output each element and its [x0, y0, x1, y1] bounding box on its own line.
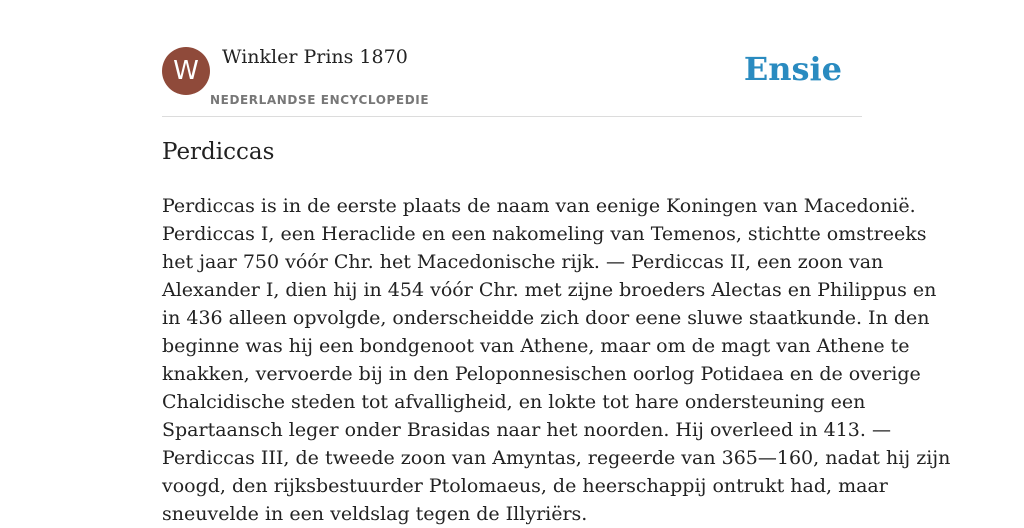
article-line: beginne was hij een bondgenoot van Athene, maar om de magt van Athene te [162, 335, 910, 357]
article-line: Perdiccas is in de eerste plaats de naam van eenige Koningen van Macedonië. [162, 195, 916, 217]
article-line: het jaar 750 vóór Chr. het Macedonische rijk. — Perdiccas II, een zoon van [162, 251, 884, 273]
encyclopedia-subtitle: NEDERLANDSE ENCYCLOPEDIE [210, 93, 430, 107]
article-line: knakken, vervoerde bij in den Peloponnesischen oorlog Potidaea en de overige [162, 363, 921, 385]
article-line: Chalcidische steden tot afvalligheid, en lokte tot hare ondersteuning een [162, 391, 866, 413]
ensie-logo-link[interactable]: Ensie [743, 50, 842, 88]
article-line: Perdiccas III, de tweede zoon van Amyntas, regeerde van 365—160, nadat hij zijn [162, 447, 951, 469]
encyclopedia-title[interactable]: Winkler Prins 1870 [222, 46, 408, 68]
encyclopedia-avatar[interactable]: W [162, 47, 210, 95]
article-line: Perdiccas I, een Heraclide en een nakomeling van Temenos, stichtte omstreeks [162, 223, 927, 245]
article-body [162, 192, 951, 528]
article-title: Perdiccas [162, 139, 275, 165]
article-line: in 436 alleen opvolgde, onderscheidde zich door eene sluwe staatkunde. In den [162, 307, 930, 329]
article-line: sneuvelde in een veldslag tegen de Illyriërs. [162, 503, 588, 525]
article-line: Alexander I, dien hij in 454 vóór Chr. met zijne broeders Alectas en Philippus en [162, 279, 937, 301]
site-header [162, 0, 862, 117]
article-line: voogd, den rijksbestuurder Ptolomaeus, de heerschappij ontrukt had, maar [162, 475, 888, 497]
article-line: Spartaansch leger onder Brasidas naar het noorden. Hij overleed in 413. — [162, 419, 891, 441]
